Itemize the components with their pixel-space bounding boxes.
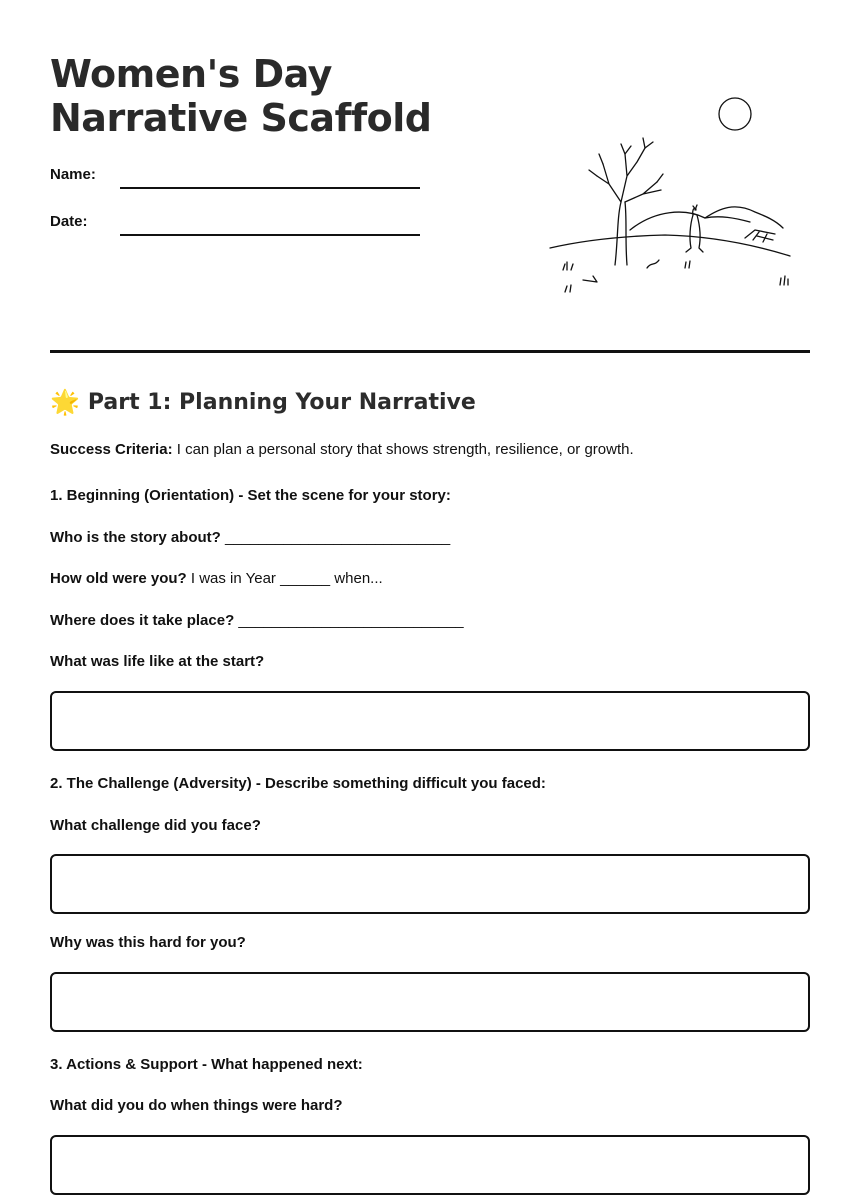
part1-heading [50,388,476,416]
section1-heading: 1. Beginning (Orientation) - Set the scene for your story: [50,487,451,504]
who-blank[interactable]: ___________________________ [220,529,451,546]
success-criteria-text: I can plan a personal story that shows strength, resilience, or growth. [172,441,634,458]
page-title: Women's Day Narrative Scaffold [50,52,432,140]
name-field-line[interactable] [120,187,420,189]
question-life: What was life like at the start? [50,653,265,670]
question-age: How old were you? I was in Year ______ when... [50,570,383,587]
answer-box-life[interactable] [50,691,810,751]
landscape-illustration [545,90,805,305]
question-challenge: What challenge did you face? [50,817,261,834]
answer-box-why[interactable] [50,972,810,1032]
answer-box-challenge[interactable] [50,854,810,914]
answer-box-do[interactable] [50,1135,810,1195]
age-blank[interactable]: I was in Year ______ when... [186,570,383,587]
header-divider [50,350,810,353]
name-label: Name: [50,166,96,183]
question-do: What did you do when things were hard? [50,1097,343,1114]
question-where: Where does it take place? ___________________________ [50,612,464,629]
star-icon: 🌟 [50,388,80,416]
part1-heading-text: Part 1: Planning Your Narrative [87,389,476,415]
section2-heading: 2. The Challenge (Adversity) - Describe something difficult you faced: [50,775,546,792]
success-criteria-label: Success Criteria: [50,441,173,458]
where-blank[interactable]: ___________________________ [234,612,464,629]
success-criteria [50,441,634,458]
question-why: Why was this hard for you? [50,934,246,951]
sun-icon [719,98,751,130]
section3-heading: 3. Actions & Support - What happened next: [50,1056,363,1073]
date-label: Date: [50,213,88,230]
question-who: Who is the story about? ___________________________ [50,529,451,546]
date-field-line[interactable] [120,234,420,236]
